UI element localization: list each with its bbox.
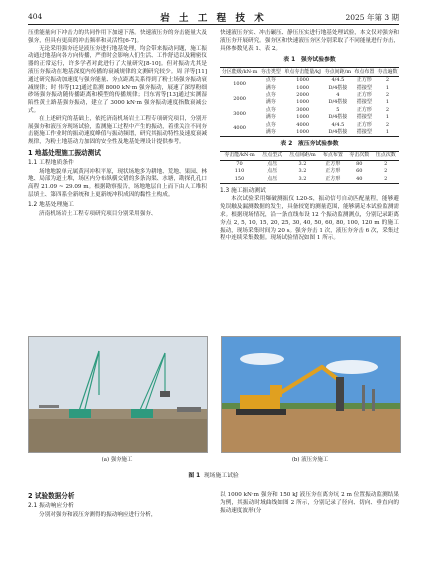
table2-caption: 表 2 液压夯试验参数 — [280, 140, 339, 147]
table-cell: 2 — [385, 106, 390, 113]
journal-title: 岩 土 工 程 技 术 — [160, 13, 267, 24]
table-cell: 满夯 — [265, 84, 276, 91]
page-number: 404 — [28, 12, 43, 21]
paragraph: 无论采用强夯还是液压夯进行地基处理，均会带来振动问题，施工振动通过地基向各方向传播，严重时会影响人们生活、工作舒适以及精密仪器的正常运行，许多学者对此进行了大量研究[8-10]。但对振动尤其是液压夯振动在地基深度内传播的衰减规律的文测研究较少。周 洋等[11]通过研究振动加速度与强夯能量、夯点距离关系得到了粉土场强夯振动衰减规律；时 伟等[12]通过监测 8000 kN·m 强夯振动，展速了深厚粉细砂场强夯振动随传播距离和模型的传播规律；闫东霄等[13]通过实测湿陷性黄土路基强夯振动，建立了 3000 kN·m 强夯振动速度指数衰减公式。 — [28, 45, 208, 114]
table-cell: 2 — [384, 160, 388, 167]
table-cell: 搭接型 — [353, 129, 376, 137]
table2 — [220, 151, 399, 184]
table-cell: 2 — [385, 77, 390, 84]
section-heading: 1 地基处理施工振动测试 — [28, 148, 101, 157]
bottom-left-column — [28, 490, 207, 519]
table-cell: 满夯 — [265, 114, 276, 121]
table-cell: 点压 — [267, 168, 278, 175]
table-cell: 正方形 — [356, 77, 372, 84]
table-cell: 3000 — [233, 110, 246, 117]
table1-caption: 表 1 强夯试验参数 — [283, 57, 336, 64]
table-cell: 正方形 — [325, 168, 341, 175]
table-row — [220, 175, 399, 183]
table-cell: 正方形 — [356, 106, 372, 113]
table-cell: 搭接型 — [356, 114, 372, 121]
paragraph: 以 1000 kN·m 强夯和 150 kJ 液压夯在离夯坑 2 m 位置振动监测结果为例，其振动时域曲线如图 2 所示，分别记录了径向、切向、垂直向的振动速度波形(分 — [220, 492, 399, 514]
table-cell: 1000 — [296, 77, 310, 84]
table-header: 夯点间距/m — [324, 68, 352, 75]
figure-1 — [28, 336, 399, 486]
table-cell: 点夯 — [265, 77, 276, 84]
table-header: 夯击能/kN·m — [220, 151, 259, 160]
table-row — [220, 76, 399, 84]
table-cell: 1000 — [233, 81, 246, 88]
table-cell: 1000 — [282, 129, 323, 137]
table-header: 压点次数 — [373, 151, 400, 160]
table-cell: 满夯 — [265, 99, 276, 106]
section-heading: 2 试验数据分析 — [28, 492, 75, 500]
table-row — [220, 92, 399, 99]
table-header: 夯击遍数 — [377, 68, 398, 75]
table1 — [220, 67, 399, 137]
figure-title: 现场施工试验 — [203, 473, 239, 479]
table-cell: 150 — [220, 175, 259, 183]
table-cell: 1 — [385, 114, 390, 121]
table-cell: 正方形 — [320, 175, 346, 183]
table-cell: 2000 — [296, 92, 310, 99]
subsection-heading: 1.2 地基处理施工 — [28, 201, 74, 208]
table-cell: 4 — [336, 92, 340, 99]
table-cell: 1 — [376, 129, 399, 137]
table-cell: 3000 — [296, 106, 310, 113]
subsection-heading: 1.1 工程地质条件 — [28, 159, 74, 166]
table-cell: D/4搭接 — [328, 114, 348, 121]
table-header: 夯击次数 — [346, 151, 372, 160]
table-cell: 1 — [385, 84, 390, 91]
header-rule — [28, 24, 399, 25]
bottom-right-column — [220, 492, 399, 515]
table-cell: 点夯 — [265, 92, 276, 99]
table-cell: 搭接型 — [356, 99, 372, 106]
table-cell: 4/4.5 — [331, 77, 345, 84]
table-cell: D/4搭接 — [328, 84, 348, 91]
table-cell: 点夯 — [265, 121, 276, 128]
subsection-heading: 2.1 振动响应分析 — [28, 502, 74, 509]
paragraph: 分别对强夯和液压夯测得的振动响应进行分析， — [39, 511, 157, 518]
subcaption-b: (b) 液压夯施工 — [291, 457, 329, 463]
right-column — [220, 30, 399, 243]
table-cell: 3.2 — [298, 168, 307, 175]
table-cell: 1000 — [296, 84, 310, 91]
table-cell: 满夯 — [259, 129, 282, 137]
table-cell: 60 — [356, 168, 363, 175]
table-header: 夯击类型 — [260, 68, 281, 75]
table-cell: 4000 — [296, 121, 310, 128]
figure-caption — [28, 470, 399, 479]
figure-label: 图 1 — [188, 473, 201, 479]
table-header: 压点间距/m — [285, 151, 319, 160]
photo-dynamic-compaction — [28, 336, 208, 453]
table-cell: 70 — [236, 160, 243, 167]
table-cell: 1000 — [296, 99, 310, 106]
table-cell: 110 — [234, 168, 245, 175]
paragraph: 济南机场岩土工程专项研究项目分别采用强夯、 — [39, 210, 157, 217]
table-row — [220, 106, 399, 113]
table-cell: 正方形 — [356, 92, 372, 99]
paragraph: 本次试验采用爆破测振仪 L20-S，振动信号自动匹配量程，能够避免误触及漏测数据的发生，具备较宽的测量范围，能够满足本试验监测需求。根据现场情况，沿一条直线布设 12 个振动监测测点，分别记录距离夯点 2, 5, 10, 15, 20, 25, 30, 40, 50, 60, 80, 100, 120 m 的施工振动，现场采集时间为 20 s。强夯夯击 1 次，液压夯夯击 6 次，采集过程中连续采集数据。现场试验情况如图 1 所示。 — [220, 196, 400, 242]
table-row — [220, 121, 399, 128]
table-cell: 1 — [385, 99, 390, 106]
subcaption-a: (a) 强夯施工 — [101, 457, 133, 463]
table-cell: D/4搭接 — [323, 129, 353, 137]
table-cell: 2 — [373, 175, 400, 183]
table-cell: 40 — [346, 175, 372, 183]
paragraph: 快速液压夯实、冲击碾压、静压压实进行地基处理试验，本文仅对强夯和液压夯开展研究。强夯区和快速液压夯区分别采取了不同能量进行夯击，具体参数见表 1、表 2。 — [220, 30, 400, 52]
table-row — [220, 160, 399, 168]
paragraph: 压重能量向下冲击力的共同作用下加速下落。快速液压夯的夯击能量大及强夯，但具有更高的冲击频率和灵活性[6-7]。 — [28, 30, 208, 44]
table-header: 布点布置 — [354, 68, 375, 75]
page-header — [28, 10, 399, 24]
table-cell: 80 — [356, 160, 363, 167]
table-header: 压点型式 — [259, 151, 285, 160]
table-cell: 4000 — [220, 121, 259, 136]
issue-label: 2025 年第 3 期 — [345, 13, 399, 22]
table-cell: 正方形 — [356, 121, 372, 128]
table-cell: 搭接型 — [356, 84, 372, 91]
photo-hydraulic-compaction — [221, 336, 401, 453]
table-cell: 5 — [336, 106, 340, 113]
left-column — [28, 30, 207, 218]
table-header: 布点布置 — [320, 151, 346, 160]
table-cell: 点夯 — [265, 106, 276, 113]
table-cell: 正方形 — [325, 160, 341, 167]
crane-scene-illustration — [29, 337, 207, 452]
table-cell: 点压 — [267, 160, 278, 167]
table-cell: 1000 — [296, 114, 310, 121]
paragraph: 在上述研究的基础上，依托济南机场岩土工程专项研究项目，分别开展强夯和液压夯现场试验，监测施工过程中产生的振动，着重关注不同夯击能施工作业时的振动速度峰值与振动频谱，研究其振动特性及速度衰减规律，为粉土地基动力加固的安全性及地基处理设计提供参考。 — [28, 115, 208, 146]
table-cell: 点压 — [259, 175, 285, 183]
table-cell: 2 — [384, 168, 388, 175]
table-cell: 3.2 — [298, 160, 307, 167]
table-cell: 4/4.5 — [331, 121, 345, 128]
table-header: 分区能级/kN·m — [221, 68, 258, 75]
paragraph: 场地地貌单元属黄河冲积平原，现状场地多为耕地、荒地、果园、林地、局部为道土堆，场区内分布纵横交错的多条沟渠、水塘，勘探孔孔口高程 21.09 ~ 29.09 m。根据勘察报告，场地地层自上而下由人工堆积层填土、第四系全新统和上更新统冲积成因的黏性土构成。 — [28, 168, 208, 198]
table-row — [220, 168, 399, 175]
table-cell: 2000 — [233, 95, 246, 102]
table-header: 单点夯击能量/kJ — [284, 68, 322, 75]
table-cell: 3.2 — [285, 175, 319, 183]
table-cell: D/4搭接 — [328, 99, 348, 106]
table-cell: 2 — [385, 121, 390, 128]
excavator-scene-illustration — [222, 337, 400, 452]
subsection-heading: 1.3 施工振动测试 — [220, 187, 266, 194]
table-cell: 2 — [385, 92, 390, 99]
